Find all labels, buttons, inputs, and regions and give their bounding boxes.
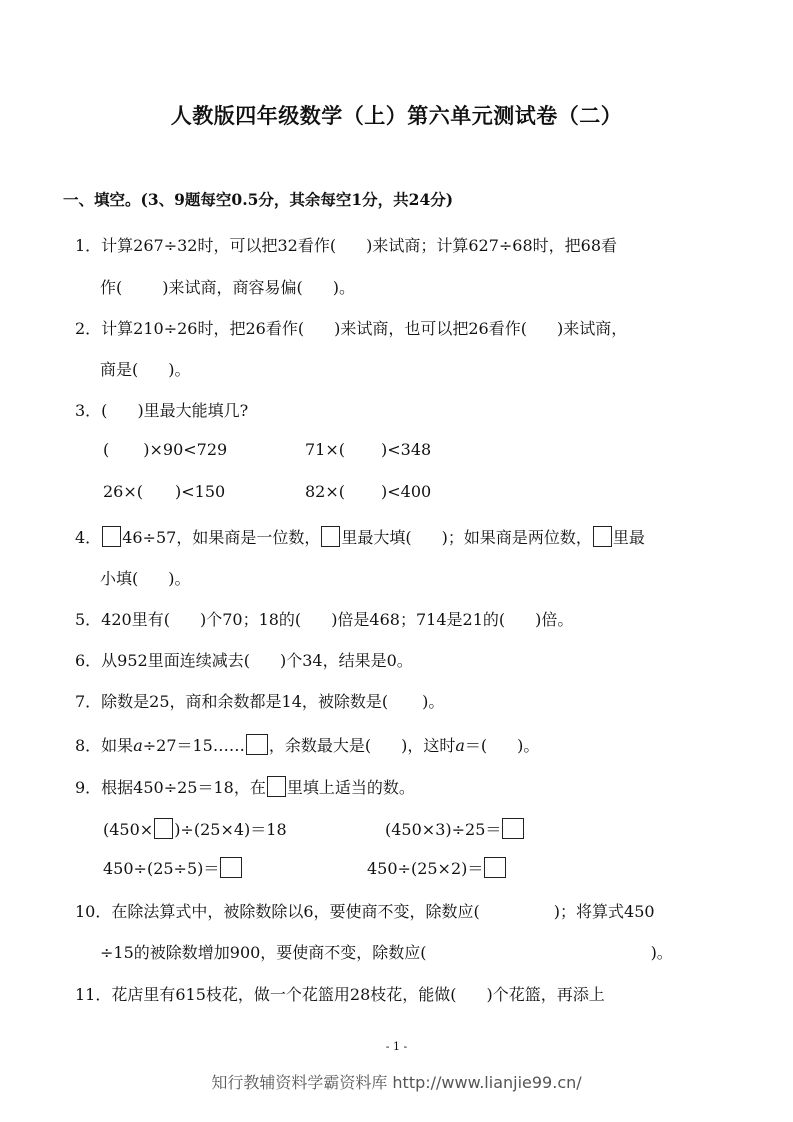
page-title: 人教版四年级数学（上）第六单元测试卷（二） bbox=[170, 103, 623, 128]
answer-box[interactable] bbox=[246, 734, 268, 755]
q9-r1a: (450× bbox=[103, 820, 154, 839]
answer-box[interactable] bbox=[267, 776, 286, 797]
q3-r1b: )×90<729 bbox=[143, 440, 228, 459]
q1-text-d: )来试商，商容易偏( bbox=[162, 278, 303, 297]
q9-r2b: 450÷(25×2)＝ bbox=[367, 859, 484, 878]
q4-text-d: )；如果商是两位数， bbox=[441, 528, 592, 547]
answer-box[interactable] bbox=[220, 857, 242, 878]
q4-text-f: 小填( bbox=[100, 569, 139, 588]
q5-text-a: 5．420里有( bbox=[75, 610, 170, 629]
q7-text-a: 7．除数是25，商和余数都是14，被除数是( bbox=[75, 692, 389, 711]
question-1-line-1 bbox=[75, 233, 617, 256]
q3-r2d: )<400 bbox=[381, 482, 432, 501]
q2-text-a: 2．计算210÷26时，把26看作( bbox=[75, 319, 305, 338]
q5-text-d: )倍。 bbox=[535, 610, 574, 629]
q5-text-c: )倍是468；714是21的( bbox=[331, 610, 506, 629]
q2-text-c: )来试商， bbox=[556, 319, 628, 338]
q5-text-b: )个70；18的( bbox=[199, 610, 302, 629]
question-10-line-1 bbox=[75, 899, 655, 922]
q4-text-e: 里最 bbox=[612, 528, 645, 547]
page-number: - 1 - bbox=[385, 1040, 408, 1053]
q1-text-b: )来试商；计算627÷68时，把68看 bbox=[366, 236, 618, 255]
question-10-line-2 bbox=[100, 940, 673, 963]
answer-box[interactable] bbox=[154, 818, 173, 839]
answer-box[interactable] bbox=[502, 818, 524, 839]
question-3-row-1-right bbox=[305, 440, 431, 459]
q3-r2a: 26×( bbox=[103, 482, 144, 501]
question-2-line-2 bbox=[100, 357, 191, 380]
q1-text-e: )。 bbox=[332, 278, 355, 297]
question-5 bbox=[75, 607, 573, 630]
q11-text-b: )个花篮，再添上 bbox=[486, 985, 605, 1004]
question-9-row-1-right bbox=[385, 817, 525, 840]
q10-text-c: ÷15的被除数增加900，要使商不变，除数应( bbox=[100, 943, 427, 962]
question-4-line-2 bbox=[100, 566, 191, 589]
q9-text-b: 里填上适当的数。 bbox=[286, 778, 415, 797]
q8-text-a: 8．如果 bbox=[75, 736, 134, 755]
q3-r1c: 71×( bbox=[305, 440, 346, 459]
q2-text-e: )。 bbox=[168, 360, 191, 379]
q3-text-b: )里最大能填几? bbox=[137, 401, 249, 420]
q8-text-d: )，这时 bbox=[401, 736, 456, 755]
question-3-row-2-left bbox=[103, 482, 225, 501]
q10-text-b: )；将算式450 bbox=[553, 902, 655, 921]
question-9-row-2-left bbox=[103, 856, 243, 879]
q3-r1a: ( bbox=[103, 440, 110, 459]
q11-text-a: 11．花店里有615枝花，做一个花篮用28枝花，能做( bbox=[75, 985, 457, 1004]
q4-text-a: 4． bbox=[75, 528, 102, 547]
q8-text-b: ÷27＝15…… bbox=[142, 736, 245, 755]
q8-text-f: )。 bbox=[517, 736, 540, 755]
q3-r2c: 82×( bbox=[305, 482, 346, 501]
q8-text-e: ＝( bbox=[464, 736, 488, 755]
q3-text-a: 3．( bbox=[75, 401, 108, 420]
question-11-line-1 bbox=[75, 982, 605, 1005]
question-1-line-2 bbox=[100, 275, 355, 298]
question-9-row-1-left bbox=[103, 817, 287, 840]
question-6 bbox=[75, 648, 413, 671]
answer-box[interactable] bbox=[321, 526, 340, 547]
answer-box[interactable] bbox=[484, 857, 506, 878]
watermark: 知行教辅资料学霸资料库 http://www.lianjie99.cn/ bbox=[211, 1073, 582, 1092]
question-3-row-1-left bbox=[103, 440, 227, 459]
q4-text-b: 46÷57，如果商是一位数， bbox=[122, 528, 321, 547]
q4-text-c: 里最大填( bbox=[341, 528, 412, 547]
section-heading-fill-in: 一、填空。(3、9题每空0.5分，其余每空1分，共24分) bbox=[63, 190, 454, 209]
question-3-line-1 bbox=[75, 398, 248, 421]
answer-box[interactable] bbox=[102, 526, 121, 547]
question-3-row-2-right bbox=[305, 482, 431, 501]
question-9-row-2-right bbox=[367, 856, 507, 879]
q9-r1c: (450×3)÷25＝ bbox=[385, 820, 502, 839]
q3-r2b: )<150 bbox=[175, 482, 226, 501]
q2-text-b: )来试商，也可以把26看作( bbox=[334, 319, 527, 338]
variable-a: a bbox=[133, 736, 143, 755]
q10-text-a: 10．在除法算式中，被除数除以6，要使商不变，除数应( bbox=[75, 902, 480, 921]
question-9-line-1 bbox=[75, 775, 415, 798]
question-8 bbox=[75, 733, 539, 756]
question-2-line-1 bbox=[75, 316, 627, 339]
variable-a: a bbox=[455, 736, 465, 755]
q8-text-c: ，余数最大是( bbox=[268, 736, 372, 755]
q9-r1b: )÷(25×4)＝18 bbox=[174, 820, 287, 839]
q10-text-d: )。 bbox=[650, 943, 673, 962]
q1-text-a: 1．计算267÷32时，可以把32看作( bbox=[75, 236, 337, 255]
q4-text-g: )。 bbox=[168, 569, 191, 588]
answer-box[interactable] bbox=[593, 526, 612, 547]
q2-text-d: 商是( bbox=[100, 360, 139, 379]
q3-r1d: )<348 bbox=[381, 440, 432, 459]
q9-text-a: 9．根据450÷25＝18，在 bbox=[75, 778, 266, 797]
q1-text-c: 作( bbox=[100, 278, 123, 297]
question-4-line-1 bbox=[75, 525, 645, 548]
q6-text-a: 6．从952里面连续减去( bbox=[75, 651, 250, 670]
q7-text-b: )。 bbox=[422, 692, 445, 711]
q6-text-b: )个34，结果是0。 bbox=[279, 651, 413, 670]
q9-r2a: 450÷(25÷5)＝ bbox=[103, 859, 220, 878]
question-7 bbox=[75, 689, 444, 712]
